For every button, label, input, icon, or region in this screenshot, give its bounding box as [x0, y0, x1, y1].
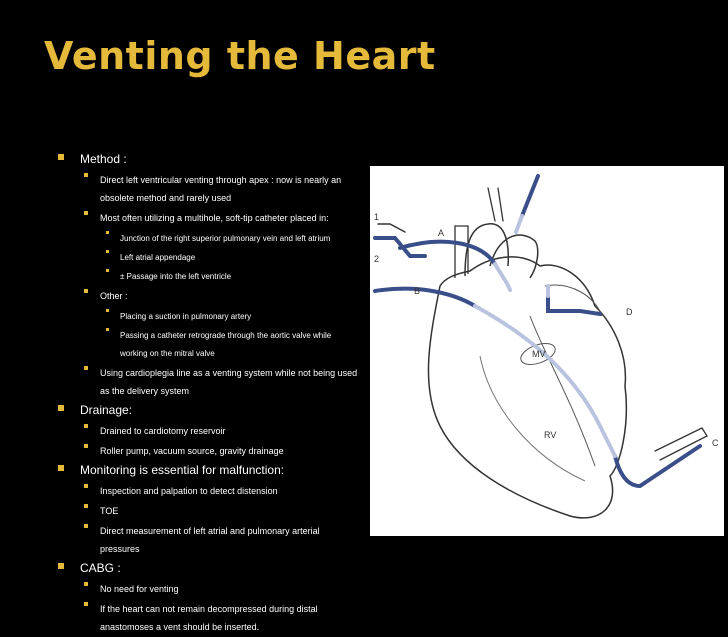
bullet-monitoring: Monitoring is essential for malfunction: Inspection and palpation to detect distension TOE Direct measurement of left atrial and pulmonary arterial pressures: [58, 461, 358, 557]
bullet-content: [58, 150, 358, 637]
list-item: TOE: [80, 501, 358, 519]
label-1: 1: [374, 212, 380, 222]
square-bullet-icon: [84, 524, 88, 528]
list-item: Other : Placing a suction in pulmonary artery Passing a catheter retrograde through the aortic valve while working on the mitral valve: [80, 286, 358, 361]
cannula-c-tip: [655, 428, 707, 460]
list-item: Direct left ventricular venting through apex : now is nearly an obsolete method and rarely used: [80, 170, 358, 206]
square-bullet-icon: [58, 405, 64, 411]
list-item: Passing a catheter retrograde through the aortic valve while working on the mitral valve: [100, 325, 358, 361]
list-item: Drained to cardiotomy reservoir: [80, 421, 358, 439]
list-item: Junction of the right superior pulmonary vein and left atrium: [100, 228, 358, 246]
catheter-C-dotted: [600, 426, 615, 456]
square-bullet-icon: [106, 309, 109, 312]
square-bullet-icon: [84, 366, 88, 370]
square-bullet-icon: [84, 504, 88, 508]
catheter-1: [378, 224, 405, 232]
interventricular-septum: [530, 316, 595, 466]
square-bullet-icon: [84, 289, 88, 293]
square-bullet-icon: [84, 424, 88, 428]
list-item: No need for venting: [80, 579, 358, 597]
heart-vent-illustration: [370, 166, 724, 536]
bullet-method: Method : Direct left ventricular venting through apex : now is nearly an obsolete method and rarely used Most often utilizing a multihole, soft-tip catheter placed in: Junction of the right superior pulmonary vein and left atrium Left atrial appendage ± Passage into the left ventricle Other : Placing a suction in pulmonary artery Passing a catheter retrograde through the aortic valve while working on the mitral valve Using cardioplegia line as a venting system while not being used as the delivery system: [58, 150, 358, 399]
aorta: [465, 224, 508, 276]
cannula-top-left: [488, 188, 503, 221]
label-B: B: [414, 286, 421, 296]
label-D: D: [626, 307, 633, 317]
catheter-A-dotted: [495, 264, 510, 290]
label-C: C: [712, 438, 719, 448]
label-2: 2: [374, 254, 380, 264]
list-item: Using cardioplegia line as a venting system while not being used as the delivery system: [80, 363, 358, 399]
list-item: Roller pump, vacuum source, gravity drainage: [80, 441, 358, 459]
catheters: [375, 176, 707, 486]
square-bullet-icon: [106, 328, 109, 331]
heart-diagram: [370, 166, 724, 536]
list-item: Left atrial appendage: [100, 247, 358, 265]
catheter-A: [400, 242, 495, 264]
catheter-top-dotted: [516, 216, 522, 232]
square-bullet-icon: [84, 602, 88, 606]
catheter-top: [522, 176, 538, 216]
bullet-list: [58, 150, 358, 635]
square-bullet-icon: [58, 563, 64, 569]
bullet-drainage: Drainage: Drained to cardiotomy reservoir Roller pump, vacuum source, gravity drainage: [58, 401, 358, 459]
square-bullet-icon: [84, 211, 88, 215]
square-bullet-icon: [84, 173, 88, 177]
catheter-C: [615, 446, 700, 486]
list-item: Direct measurement of left atrial and pulmonary arterial pressures: [80, 521, 358, 557]
list-item: Most often utilizing a multihole, soft-tip catheter placed in: Junction of the right superior pulmonary vein and left atrium Left atrial appendage ± Passage into the left ventricle: [80, 208, 358, 284]
list-item: Placing a suction in pulmonary artery: [100, 306, 358, 324]
label-MV: MV: [532, 349, 546, 359]
label-RV: RV: [544, 430, 557, 440]
catheter-B-dotted: [475, 306, 600, 426]
bullet-cabg: CABG : No need for venting If the heart can not remain decompressed during distal anastomoses a vent should be inserted.: [58, 559, 358, 635]
slide-title: Venting the Heart: [44, 34, 436, 78]
square-bullet-icon: [58, 465, 64, 471]
square-bullet-icon: [58, 154, 64, 160]
square-bullet-icon: [84, 484, 88, 488]
catheter-B: [375, 289, 475, 306]
square-bullet-icon: [84, 444, 88, 448]
square-bullet-icon: [106, 269, 109, 272]
list-item: Inspection and palpation to detect distension: [80, 481, 358, 499]
square-bullet-icon: [106, 250, 109, 253]
ventricle-wall: [480, 356, 585, 481]
list-item: If the heart can not remain decompressed during distal anastomoses a vent should be inserted.: [80, 599, 358, 635]
square-bullet-icon: [84, 582, 88, 586]
label-A: A: [438, 228, 445, 238]
list-item: ± Passage into the left ventricle: [100, 266, 358, 284]
square-bullet-icon: [106, 231, 109, 234]
